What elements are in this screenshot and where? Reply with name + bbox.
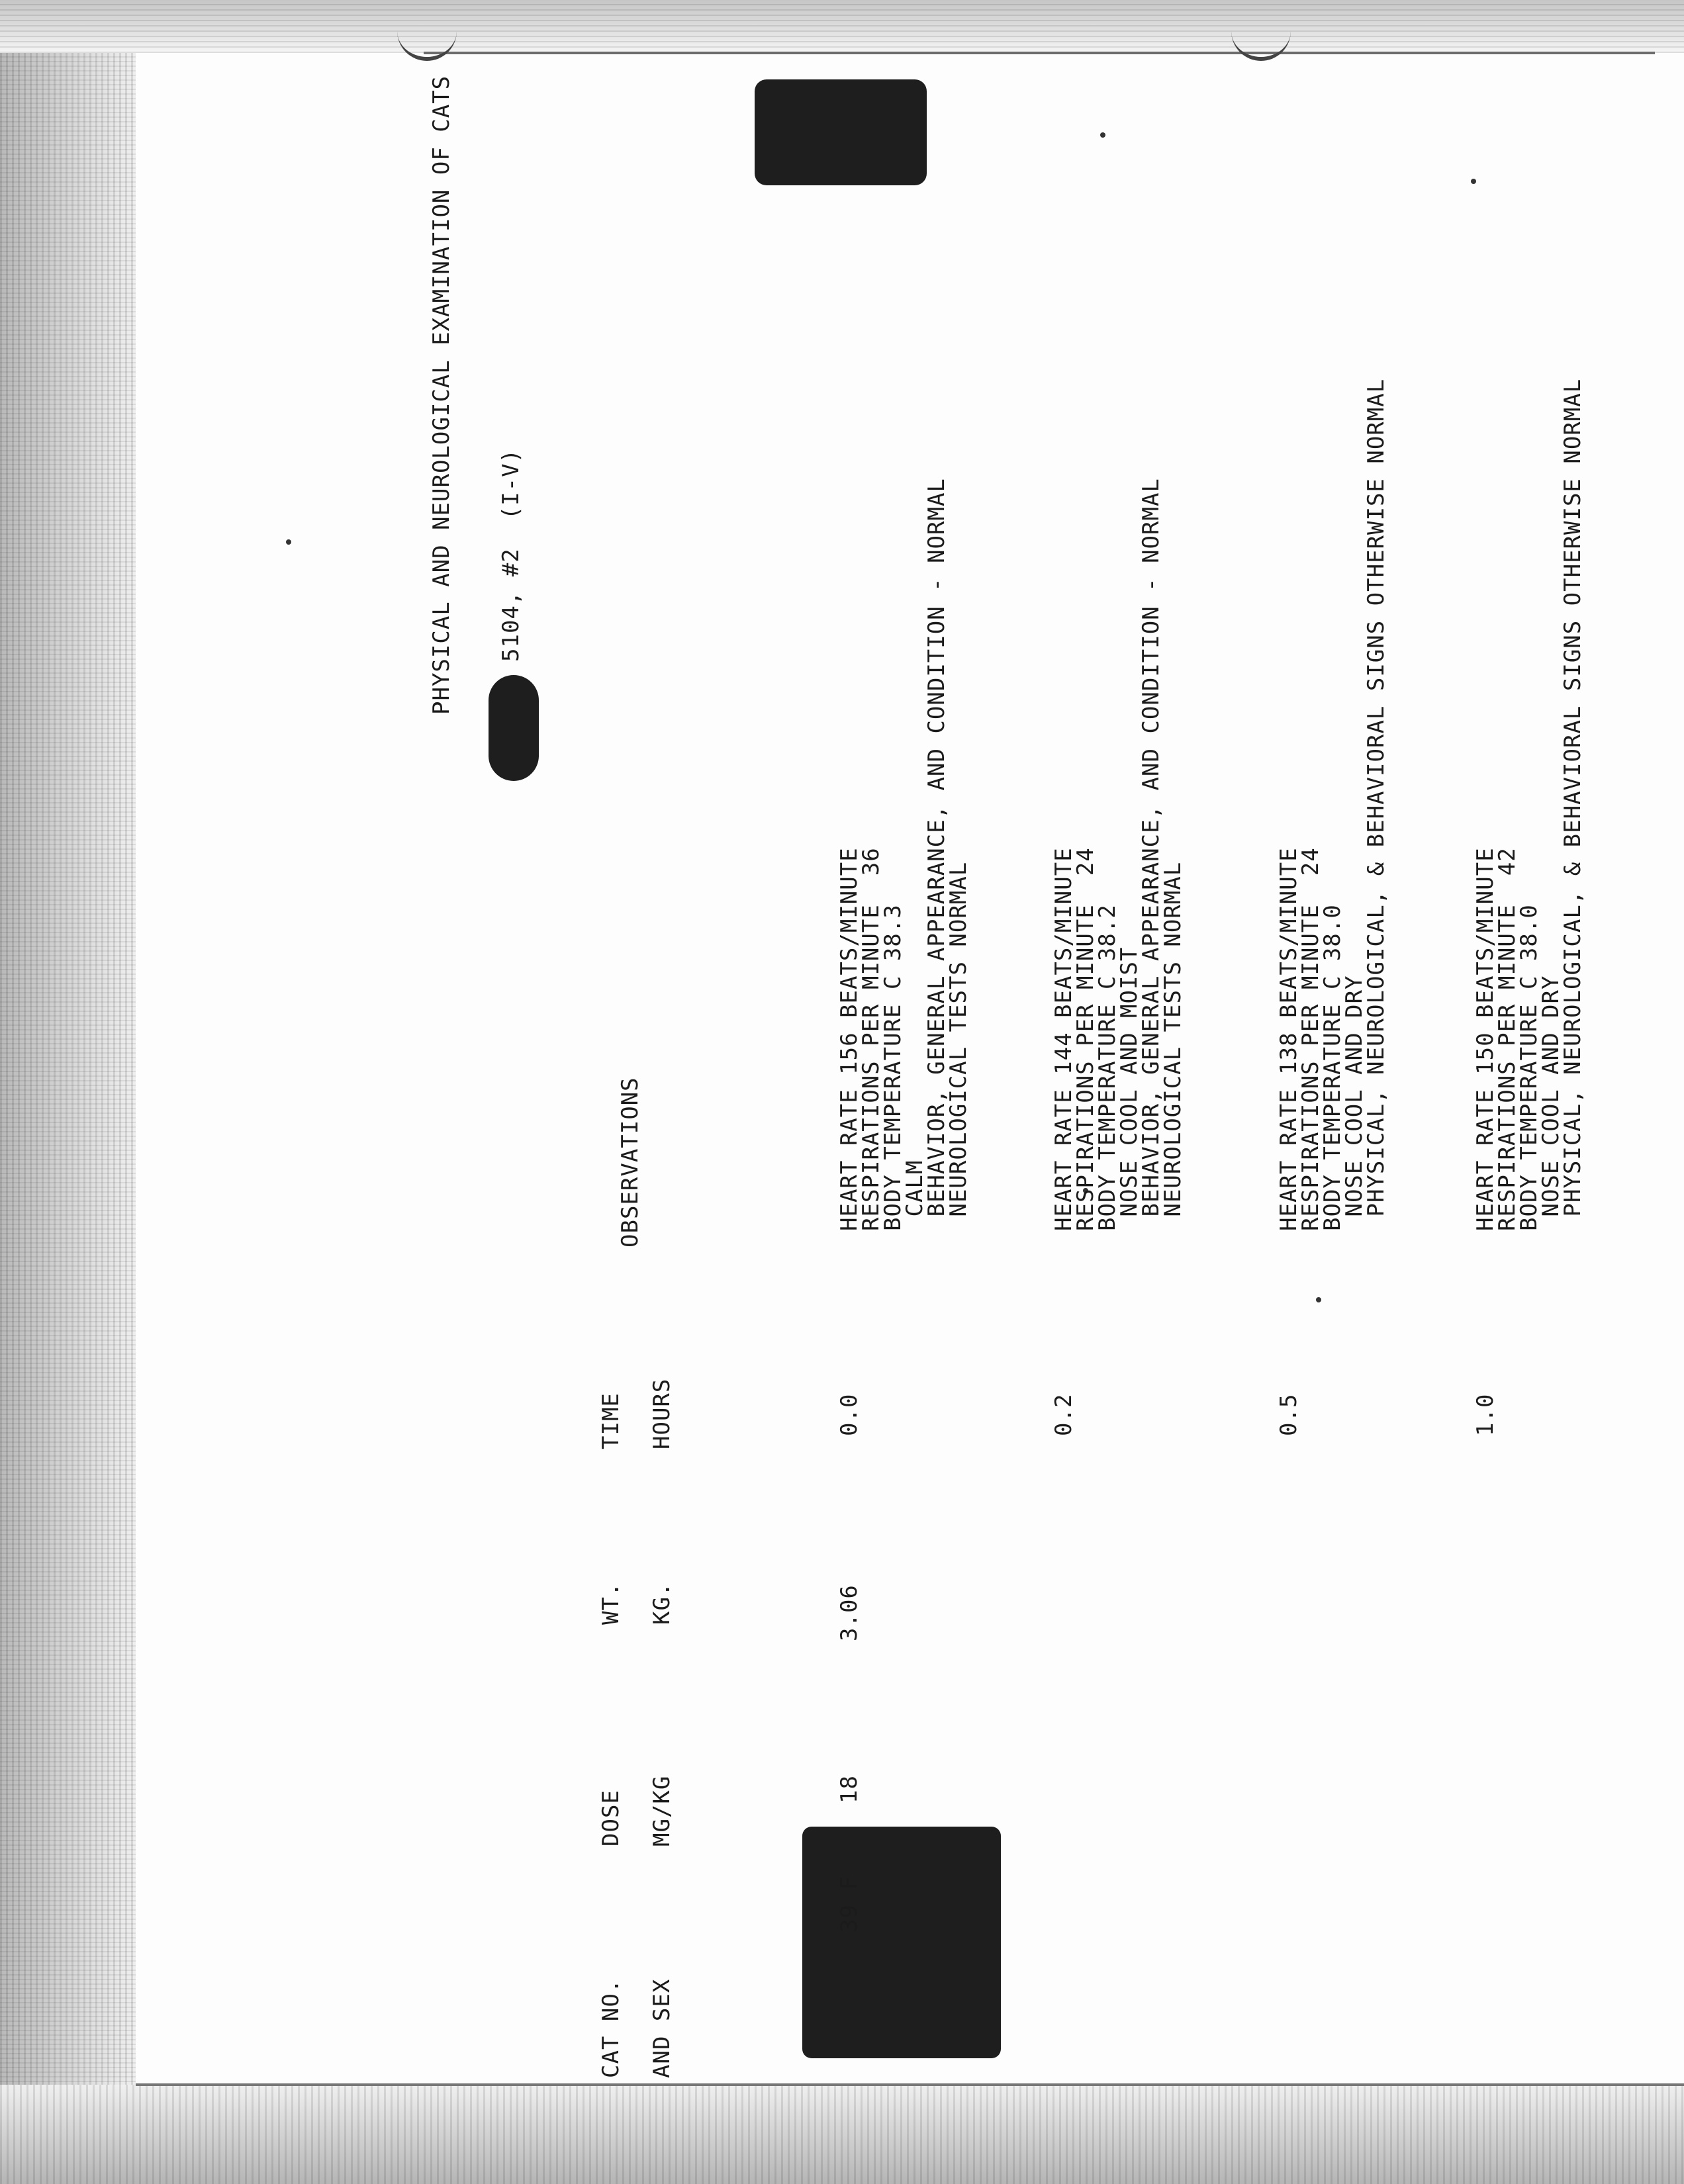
- weight-value: 3.06: [836, 1584, 863, 1641]
- header-time-line1: TIME: [598, 1392, 624, 1449]
- header-wt-line2: KG.: [649, 1582, 675, 1625]
- observation-line: PHYSICAL, NEUROLOGICAL, & BEHAVIORAL SIGNS OTHERWISE NORMAL: [1560, 378, 1586, 1231]
- observation-line: RESPIRATIONS PER MINUTE 42: [1494, 847, 1520, 1231]
- page-title: PHYSICAL AND NEUROLOGICAL EXAMINATION OF CATS: [428, 75, 455, 715]
- observation-line: BODY TEMPERATURE C 38.2: [1094, 904, 1121, 1231]
- entry-time: 1.0: [1472, 1393, 1499, 1436]
- observation-line: RESPIRATIONS PER MINUTE 24: [1297, 847, 1324, 1231]
- observation-line: NOSE COOL AND DRY: [1538, 975, 1564, 1231]
- observation-line: NOSE COOL AND MOIST: [1116, 946, 1143, 1231]
- observation-line: HEART RATE 156 BEATS/MINUTE: [836, 847, 863, 1231]
- header-time-line2: HOURS: [649, 1378, 675, 1449]
- observation-line: HEART RATE 138 BEATS/MINUTE: [1276, 847, 1302, 1231]
- observation-line: BODY TEMPERATURE C 38.0: [1319, 904, 1346, 1231]
- observation-line: NOSE COOL AND DRY: [1341, 975, 1368, 1231]
- header-dose-line1: DOSE: [598, 1790, 624, 1846]
- dose-value: 18: [836, 1775, 863, 1803]
- header-dose-line2: MG/KG: [649, 1775, 675, 1846]
- observation-line: RESPIRATIONS PER MINUTE 24: [1072, 847, 1099, 1231]
- page-subtitle: 5104, #2 (I-V): [498, 448, 524, 662]
- observation-line: BODY TEMPERATURE C 38.3: [880, 904, 906, 1231]
- observation-line: NEUROLOGICAL TESTS NORMAL: [1160, 861, 1186, 1231]
- entry-time: 0.0: [836, 1393, 863, 1436]
- observation-line: BODY TEMPERATURE C 38.0: [1516, 904, 1542, 1231]
- header-observations: OBSERVATIONS: [617, 1077, 643, 1248]
- observation-line: RESPIRATIONS PER MINUTE 36: [858, 847, 884, 1231]
- entry-time: 0.5: [1276, 1393, 1302, 1436]
- observation-line: CALM: [902, 1160, 928, 1231]
- observation-line: BEHAVIOR, GENERAL APPEARANCE, AND CONDITION - NORMAL: [1138, 478, 1164, 1231]
- header-wt-line1: WT.: [598, 1582, 624, 1625]
- observation-line: HEART RATE 150 BEATS/MINUTE: [1472, 847, 1499, 1231]
- header-cat-no-line2: AND SEX: [649, 1978, 675, 2078]
- header-cat-no-line1: CAT NO.: [598, 1978, 624, 2078]
- observation-line: BEHAVIOR, GENERAL APPEARANCE, AND CONDITION - NORMAL: [923, 478, 950, 1231]
- entry-time: 0.2: [1051, 1393, 1077, 1436]
- observation-line: NEUROLOGICAL TESTS NORMAL: [945, 861, 972, 1231]
- observation-line: HEART RATE 144 BEATS/MINUTE: [1051, 847, 1077, 1231]
- cat-no-sex: 39 F: [836, 1876, 863, 1933]
- redaction-mark-subtitle: [489, 675, 539, 781]
- observation-line: PHYSICAL, NEUROLOGICAL, & BEHAVIORAL SIGNS OTHERWISE NORMAL: [1363, 378, 1389, 1231]
